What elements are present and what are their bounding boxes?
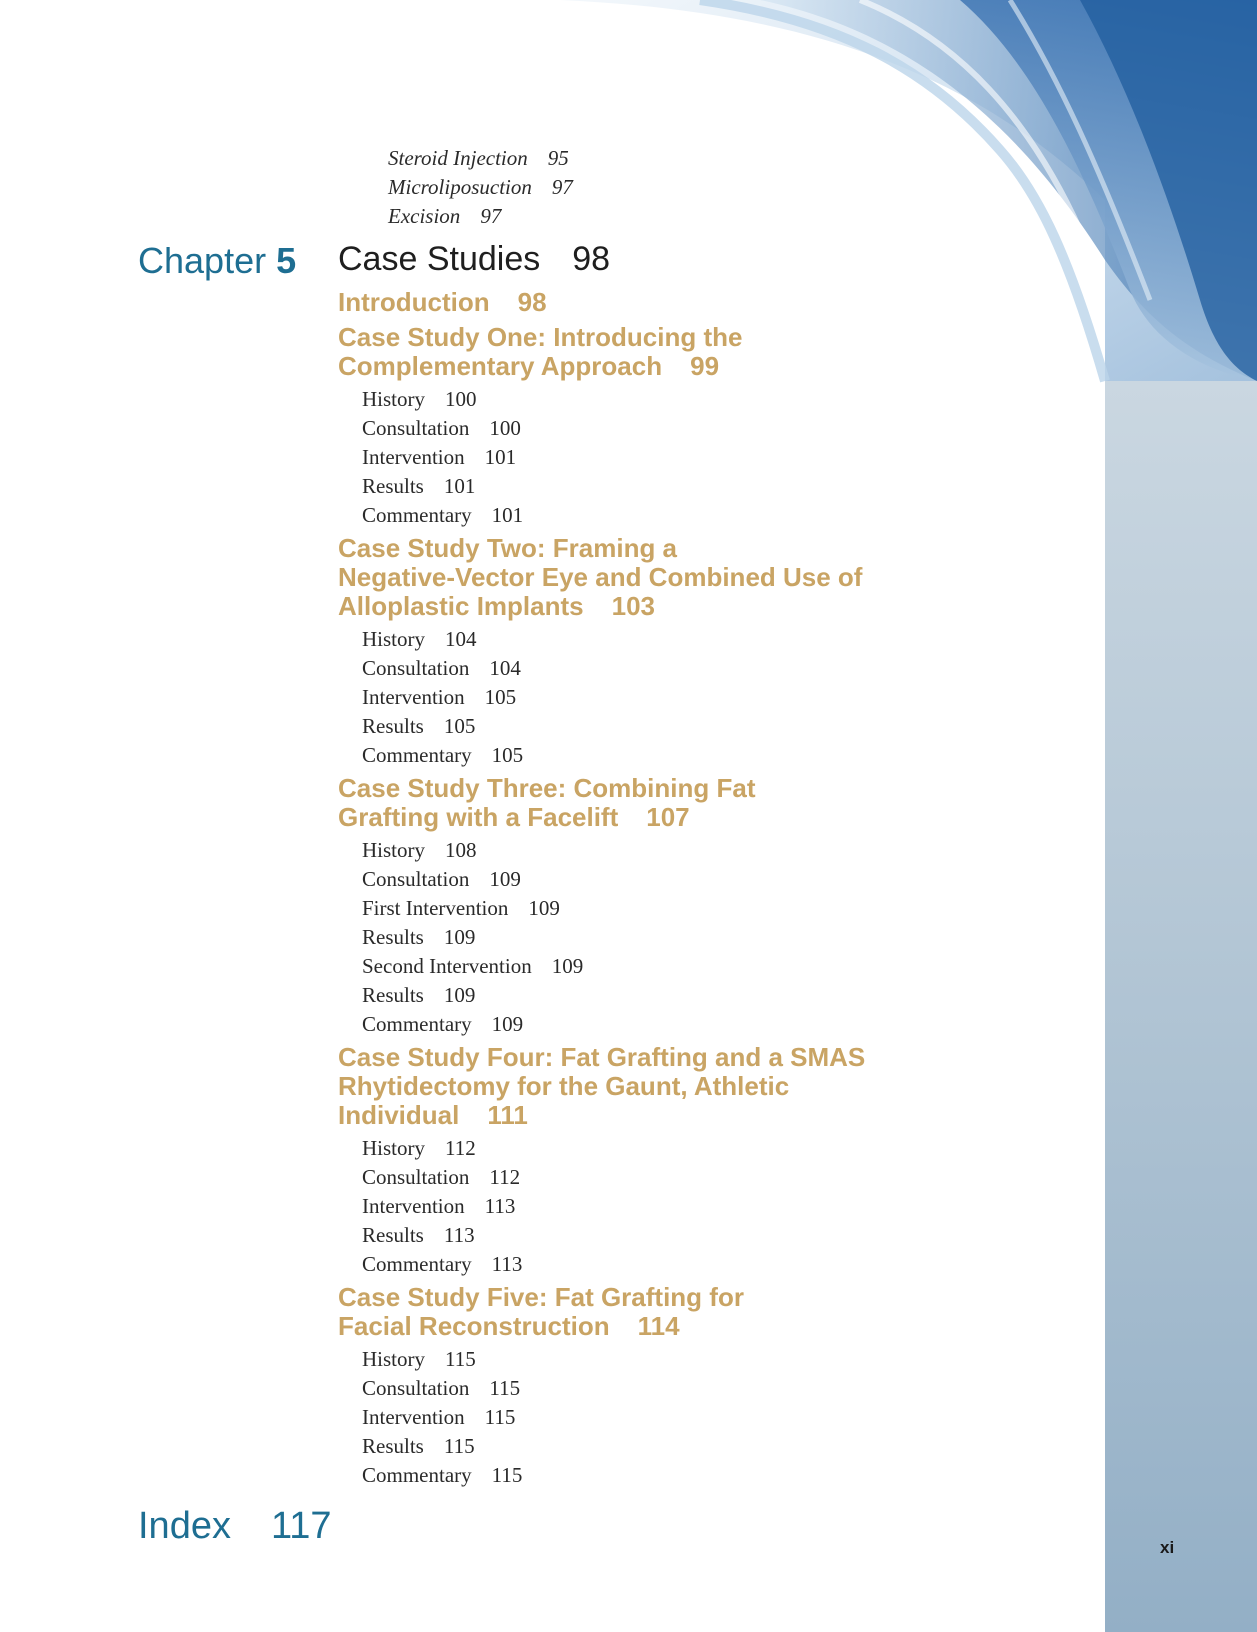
toc-page-number: 114 [637,1311,680,1341]
toc-subentry-title: History [362,1347,425,1371]
toc-page-number: 105 [484,685,517,709]
toc-page-number: 111 [487,1100,528,1130]
toc-subentry-title: Commentary [362,1252,472,1276]
toc-section-title-line: Negative-Vector Eye and Combined Use of [338,562,863,592]
toc-page-number: 98 [517,287,547,317]
toc-subentry-title: Excision [388,204,461,228]
toc-page-number: 103 [611,591,655,621]
chapter-label-prefix: Chapter [138,240,267,281]
toc-subentry-title: Intervention [362,685,465,709]
toc-page-number: 115 [491,1463,523,1487]
toc-section-case-two[interactable] [338,534,862,621]
toc-subentry-title: History [362,627,425,651]
toc-page-number: 97 [551,175,573,199]
toc-page-number: 101 [484,445,517,469]
toc-page-number: 117 [270,1505,332,1547]
toc-subentry-title: Commentary [362,1463,472,1487]
toc-subentry[interactable] [362,1405,515,1430]
toc-subentry-title: Results [362,1434,424,1458]
toc-subentry-title: Intervention [362,445,465,469]
toc-subentry-title: Intervention [362,1405,465,1429]
toc-page-number: 97 [480,204,502,228]
toc-page-number: 95 [547,146,569,170]
toc-subentry[interactable] [362,925,475,950]
toc-subentry-title: Results [362,714,424,738]
chapter-number: 5 [276,240,297,281]
side-color-strip [1105,381,1257,1632]
toc-subentry-title: Intervention [362,1194,465,1218]
chapter-title-entry[interactable] [338,240,610,279]
toc-subentry[interactable] [388,204,501,229]
toc-subentry-title: Consultation [362,1376,470,1400]
toc-section-title-line: Rhytidectomy for the Gaunt, Athletic [338,1071,790,1101]
toc-page-number: 115 [484,1405,516,1429]
toc-page-number: 113 [491,1252,523,1276]
toc-page-number: 98 [572,240,611,278]
toc-section-introduction[interactable] [338,288,547,317]
toc-subentry[interactable] [362,474,475,499]
toc-subentry[interactable] [362,387,477,412]
toc-section-title-line: Complementary Approach [338,351,663,381]
toc-subentry-title: Second Intervention [362,954,532,978]
toc-page-number: 107 [646,802,690,832]
toc-subentry[interactable] [362,627,477,652]
toc-subentry[interactable] [362,1252,522,1277]
toc-subentry[interactable] [362,1012,523,1037]
page-folio: xi [1160,1538,1175,1557]
toc-section-case-four[interactable] [338,1043,865,1130]
toc-page-number: 104 [445,627,477,651]
toc-section-title: Introduction [338,287,490,317]
toc-subentry[interactable] [362,1165,520,1190]
toc-subentry[interactable] [362,656,521,681]
toc-page-number: 109 [491,1012,524,1036]
toc-subentry-title: Consultation [362,656,470,680]
toc-page-number: 99 [690,351,720,381]
toc-subentry[interactable] [362,1347,476,1372]
index-title: Index [138,1505,231,1547]
toc-section-title-line: Individual [338,1100,460,1130]
toc-page-number: 100 [445,387,477,411]
toc-subentry-title: Results [362,983,424,1007]
toc-subentry-title: Consultation [362,867,470,891]
toc-subentry[interactable] [388,146,569,171]
toc-subentry[interactable] [362,867,521,892]
toc-page-number: 109 [528,896,560,920]
toc-page-number: 112 [489,1165,521,1189]
toc-subentry-title: Commentary [362,743,472,767]
toc-subentry-title: Consultation [362,1165,470,1189]
toc-page-number: 109 [443,925,476,949]
toc-subentry[interactable] [388,175,573,200]
toc-subentry-title: Consultation [362,416,470,440]
toc-subentry[interactable] [362,1376,520,1401]
toc-subentry[interactable] [362,896,560,921]
toc-subentry[interactable] [362,838,477,863]
toc-section-case-five[interactable] [338,1283,744,1341]
toc-page-number: 113 [443,1223,475,1247]
toc-subentry[interactable] [362,743,523,768]
toc-section-title-line: Case Study One: Introducing the [338,322,743,352]
toc-subentry[interactable] [362,1434,475,1459]
toc-subentry-title: Commentary [362,1012,472,1036]
toc-index-entry[interactable] [138,1505,332,1548]
toc-subentry-title: Microliposuction [388,175,532,199]
toc-subentry[interactable] [362,445,516,470]
toc-page-number: 101 [443,474,476,498]
toc-subentry[interactable] [362,416,521,441]
toc-subentry-title: Commentary [362,503,472,527]
toc-section-title-line: Case Study Two: Framing a [338,533,678,563]
toc-section-case-three[interactable] [338,774,756,832]
chapter-label [138,240,296,282]
toc-section-title-line: Facial Reconstruction [338,1311,610,1341]
toc-page-number: 105 [491,743,524,767]
toc-subentry[interactable] [362,1223,475,1248]
toc-page-number: 100 [489,416,521,440]
chapter-title: Case Studies [338,240,541,278]
toc-section-title-line: Case Study Three: Combining Fat [338,773,756,803]
toc-section-title-line: Case Study Five: Fat Grafting for [338,1282,744,1312]
toc-subentry[interactable] [362,954,583,979]
toc-page-number: 115 [445,1347,476,1371]
toc-subentry[interactable] [362,1136,476,1161]
toc-page-number: 108 [445,838,477,862]
toc-section-title-line: Grafting with a Facelift [338,802,619,832]
toc-subentry-title: Results [362,1223,424,1247]
toc-page-number: 115 [489,1376,521,1400]
toc-page-number: 109 [443,983,476,1007]
toc-page-number: 112 [445,1136,476,1160]
toc-page-number: 113 [484,1194,516,1218]
toc-subentry[interactable] [362,983,475,1008]
toc-subentry[interactable] [362,714,475,739]
toc-page-number: 109 [489,867,521,891]
toc-section-title-line: Case Study Four: Fat Grafting and a SMAS [338,1042,866,1072]
toc-page-number: 101 [491,503,524,527]
toc-subentry-title: First Intervention [362,896,509,920]
toc-section-title-line: Alloplastic Implants [338,591,584,621]
toc-subentry[interactable] [362,685,516,710]
toc-subentry-title: Results [362,474,424,498]
toc-subentry-title: History [362,838,425,862]
toc-subentry-title: History [362,387,425,411]
toc-page-number: 104 [489,656,521,680]
toc-page-number: 109 [551,954,584,978]
toc-subentry-title: History [362,1136,425,1160]
toc-subentry[interactable] [362,1194,515,1219]
toc-page-number: 105 [443,714,476,738]
toc-subentry-title: Results [362,925,424,949]
toc-subentry[interactable] [362,503,523,528]
toc-page-number: 115 [443,1434,475,1458]
toc-subentry[interactable] [362,1463,522,1488]
toc-section-case-one[interactable] [338,323,742,381]
toc-subentry-title: Steroid Injection [388,146,528,170]
